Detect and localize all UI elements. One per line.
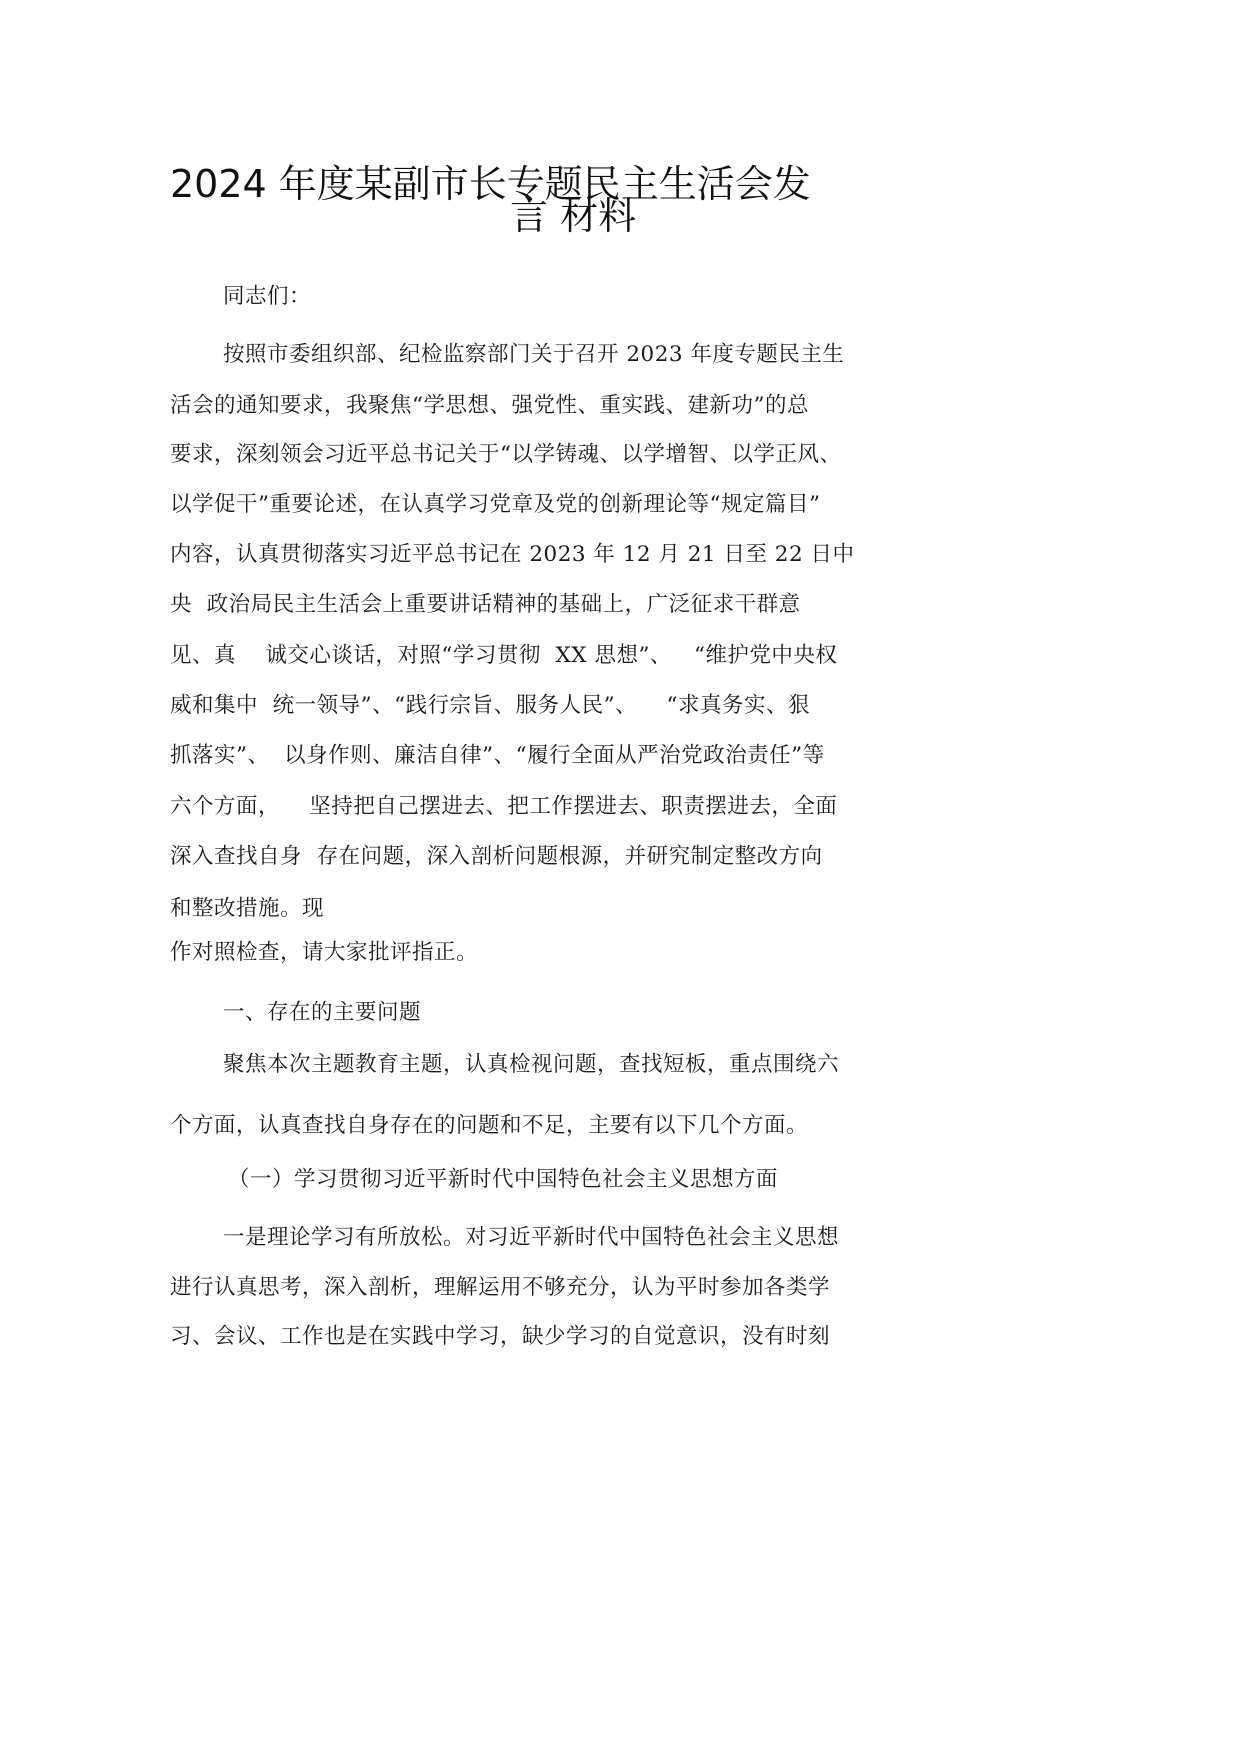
paragraph-line: 个方面，认真查找自身存在的问题和不足，主要有以下几个方面。 bbox=[170, 1113, 809, 1138]
document-title-line-2: 言 材料 bbox=[510, 194, 637, 238]
subsection-heading: （一）学习贯彻习近平新时代中国特色社会主义思想方面 bbox=[228, 1167, 779, 1192]
paragraph-line: 习、会议、工作也是在实践中学习，缺少学习的自觉意识，没有时刻 bbox=[170, 1324, 831, 1349]
paragraph-line: 内容，认真贯彻落实习近平总书记在 2023 年 12 月 21 日至 22 日中 bbox=[170, 542, 855, 567]
paragraph-line: 聚焦本次主题教育主题，认真检视问题，查找短板，重点围绕六 bbox=[223, 1052, 840, 1077]
paragraph-line: 央 政治局民主生活会上重要讲话精神的基础上，广泛征求干群意 bbox=[170, 592, 801, 617]
paragraph-line: 一是理论学习有所放松。对习近平新时代中国特色社会主义思想 bbox=[223, 1225, 840, 1250]
salutation: 同志们： bbox=[223, 284, 312, 309]
paragraph-line: 作对照检查，请大家批评指正。 bbox=[170, 940, 479, 965]
paragraph-line: 六个方面， 坚持把自己摆进去、把工作摆进去、职责摆进去，全面 bbox=[170, 794, 838, 819]
paragraph-line: 按照市委组织部、纪检监察部门关于召开 2023 年度专题民主生 bbox=[223, 342, 845, 367]
paragraph-line: 以学促干”重要论述，在认真学习党章及党的创新理论等“规定篇目” bbox=[170, 492, 821, 517]
paragraph-line: 和整改措施。现 bbox=[170, 896, 325, 921]
paragraph-line: 要求，深刻领会习近平总书记关于“以学铸魂、以学增智、以学正风、 bbox=[170, 442, 842, 467]
paragraph-line: 活会的通知要求，我聚焦“学思想、强党性、重实践、建新功”的总 bbox=[170, 393, 809, 418]
paragraph-line: 进行认真思考，深入剖析，理解运用不够充分，认为平时参加各类学 bbox=[170, 1275, 831, 1300]
paragraph-line: 深入查找自身 存在问题，深入剖析问题根源，并研究制定整改方向 bbox=[170, 844, 823, 869]
paragraph-line: 见、真 诚交心谈话，对照“学习贯彻 XX 思想”、 “维护党中央权 bbox=[170, 643, 838, 668]
paragraph-line: 抓落实”、 以身作则、廉洁自律”、“履行全面从严治党政治责任”等 bbox=[170, 743, 825, 768]
document-title-line-1: 2024 年度某副市长专题民主生活会发 bbox=[170, 162, 811, 206]
paragraph-line: 威和集中 统一领导”、“践行宗旨、服务人民”、 “求真务实、狠 bbox=[170, 693, 810, 718]
section-heading: 一、存在的主要问题 bbox=[223, 1000, 422, 1025]
